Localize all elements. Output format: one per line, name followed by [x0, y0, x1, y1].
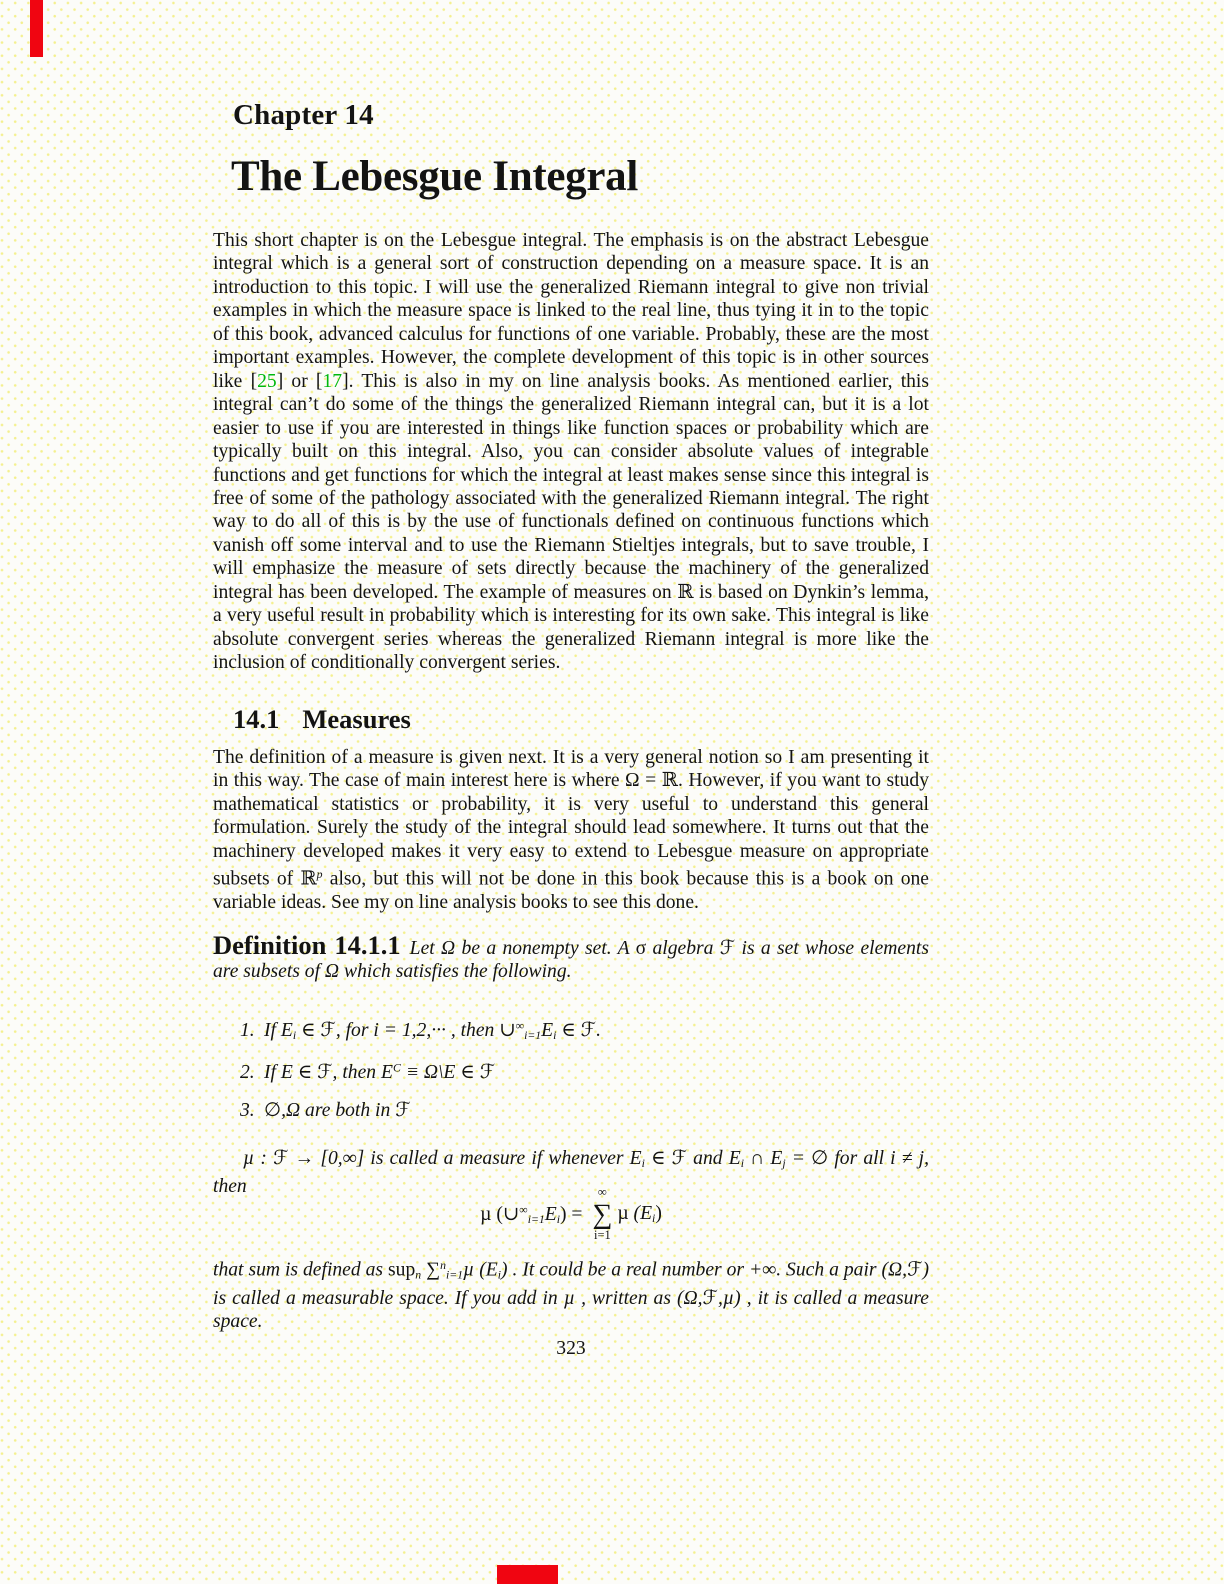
section-number: 14.1 [233, 704, 280, 734]
text-run: If E ∈ ℱ, then E [264, 1062, 393, 1084]
text-run: i [652, 1212, 656, 1226]
section-title: Measures [302, 704, 411, 734]
text-run: algebra ℱ is a set whose elements are subsets of Ω which satisfies the following. [213, 938, 929, 983]
text-run: ∑ [421, 1259, 441, 1281]
definition-paragraph [213, 930, 929, 984]
text-run: ∅,Ω are both in ℱ [264, 1100, 411, 1121]
text-run: = ∅ for all i ≠ j, then [213, 1148, 929, 1198]
text-run: i [641, 1156, 645, 1170]
text-run: ) . It could be a real number or +∞. Such a pair (Ω,ℱ) is called a measurable space. If you add in µ , written as (Ω,ℱ,µ) , it is called a measure space. [213, 1259, 929, 1333]
text-run: sup [388, 1259, 416, 1281]
text-run: ∈ ℱ, for i = 1,2,··· , then ∪ [296, 1020, 516, 1042]
list-item [240, 1099, 928, 1122]
text-run: ) [655, 1203, 662, 1225]
chapter-title: The Lebesgue Integral [231, 153, 638, 200]
list-item-text [264, 1100, 411, 1121]
text-run: n [440, 1259, 446, 1272]
chapter-label: Chapter 14 [233, 99, 374, 131]
item-number: 3. [240, 1100, 255, 1121]
sum-lower-limit: i=1 [593, 1228, 611, 1243]
text-run: ] or [ [276, 370, 323, 392]
text-run: ∈ ℱ. [556, 1020, 601, 1042]
text-run: ]. This is also in my on line analysis books. As mentioned earlier, this integral can’t do some of the things the generalized Riemann integral can, but it is a lot easier to use if you are interested in things like function spaces or probability which are typically built on this integral. Also, you can consider absolute values of integrable functions and get functions for which the integral at least makes sense since this integral is free of some of the pathology associated with the generalized Riemann integral. The right way to do all of this is by the use of functionals defined on continuous functions which vanish off some interval and to use the Riemann Stieltjes integrals, but to save trouble, I will emphasize the measure of sets directly because the machinery of the generalized integral has been developed. The example of measures on ℝ is based on Dynkin’s lemma, a very useful result in probability which is interesting for its own sake. This integral is like absolute convergent series whereas the generalized Riemann integral is more like the inclusion of conditionally convergent series. [213, 370, 930, 674]
text-run: i [497, 1268, 502, 1282]
text-run: j [782, 1156, 786, 1170]
text-run: n [415, 1268, 422, 1282]
definition-label: Definition 14.1.1 [213, 930, 401, 960]
sigma-sum-symbol [592, 1186, 612, 1243]
equation-rhs [617, 1203, 662, 1225]
text-run: µ (E [463, 1259, 498, 1281]
item-number: 1. [240, 1020, 255, 1042]
text-run: µ [617, 1203, 629, 1225]
equation-lhs [480, 1202, 587, 1226]
text-run: i [740, 1156, 744, 1170]
text-run: Let Ω be a nonempty set. A [409, 938, 636, 959]
list-item-text [264, 1062, 495, 1083]
text-run: µ : ℱ → [0,∞] is called a measure if whenever E [243, 1148, 642, 1169]
display-equation [213, 1186, 929, 1243]
red-marker-top-left [30, 0, 43, 57]
text-run: This short chapter is on the Lebesgue integral. The emphasis is on the abstract Lebesgue integral which is a general sort of construction depending on a measure space. It is an introduction to this topic. I will use the generalized Riemann integral to give non trivial examples in which the measure space is linked to the real line, thus tying it in to the topic of this book, advanced calculus for functions of one variable. Probably, these are the most important examples. However, the complete development of this topic is in other sources like [ [213, 230, 929, 392]
closing-paragraph [213, 1254, 929, 1334]
text-run: i=1 [527, 1213, 545, 1227]
citation-link-17[interactable]: 17 [322, 370, 343, 392]
page-number: 323 [556, 1338, 586, 1359]
text-run: also, but this will not be done in this book because this is a book on one variable ideas. See my on line analysis books to see this done. [213, 868, 929, 914]
text-run: i [292, 1029, 297, 1043]
list-item-text [264, 1020, 601, 1041]
citation-link-25[interactable]: 25 [257, 370, 277, 392]
text-run: i=1 [524, 1029, 542, 1043]
text-run: ) = [560, 1204, 588, 1226]
text-run: ∞ [515, 1020, 525, 1033]
text-run: that sum is defined as [213, 1259, 389, 1281]
sum-glyph: ∑ [592, 1198, 613, 1230]
text-run: E [544, 1204, 557, 1226]
intro-paragraph [213, 229, 929, 675]
text-run: E [541, 1020, 554, 1042]
sum-upper-limit: ∞ [597, 1185, 607, 1199]
text-run: C [392, 1062, 401, 1075]
text-run: (∪ [491, 1204, 520, 1226]
text-run: ≡ Ω\E ∈ ℱ [400, 1062, 496, 1084]
text-run: (E [628, 1203, 653, 1225]
text-run: i [556, 1213, 560, 1227]
text-run: µ [480, 1204, 492, 1226]
list-item [240, 1015, 928, 1048]
text-run: ∈ ℱ and E [644, 1148, 741, 1169]
text-run: If E [264, 1020, 293, 1042]
text-run: The definition of a measure is given next. It is a very general notion so I am presenting it in this way. The case of main interest here is where Ω = ℝ. However, if you want to study mathematical statistics or probability, it is very useful to understand this general formulation. Surely the study of the integral should lead somewhere. It turns out that the machinery developed makes it very easy to extend to Lebesgue measure on appropriate subsets of ℝ [213, 747, 929, 890]
text-run: ∩ E [743, 1148, 783, 1169]
text-run: ∞ [519, 1203, 528, 1217]
red-marker-bottom [497, 1565, 558, 1584]
section-heading [233, 704, 411, 735]
text-run: i [553, 1029, 557, 1043]
text-run: p [316, 868, 323, 882]
item-number: 2. [240, 1062, 255, 1084]
text-run: σ [635, 938, 647, 959]
text-run: i=1 [445, 1268, 464, 1282]
section-paragraph [213, 746, 929, 915]
list-item [240, 1057, 928, 1085]
